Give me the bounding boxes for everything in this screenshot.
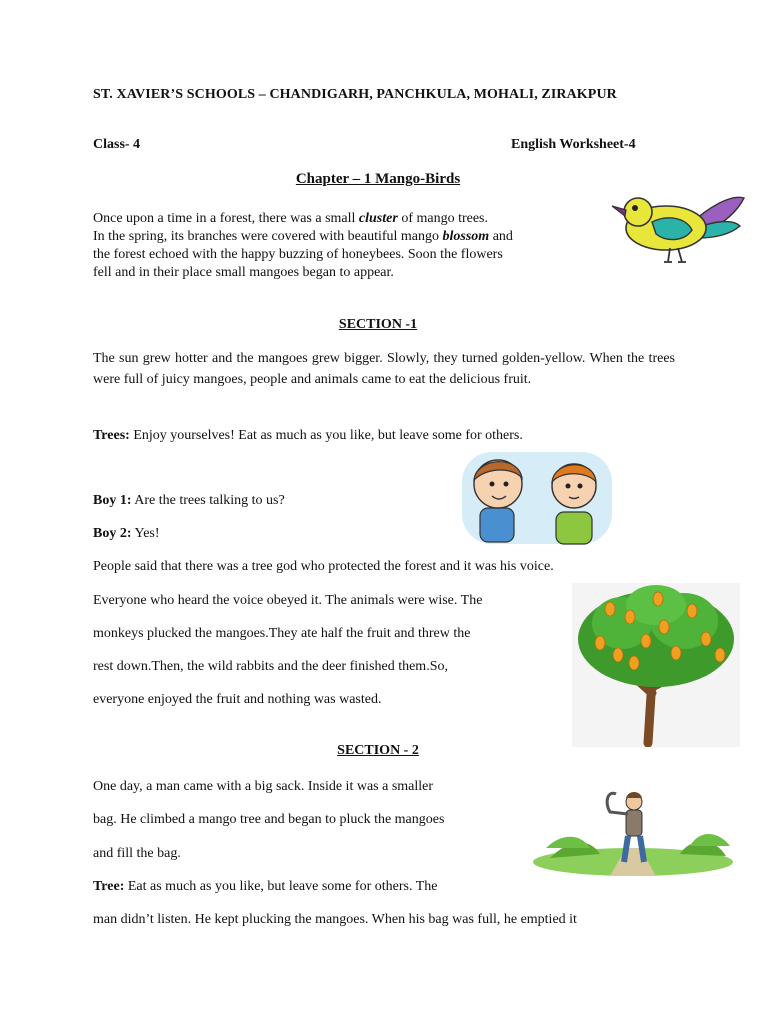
school-name: ST. XAVIER’S SCHOOLS – CHANDIGARH, PANCHKULA, MOHALI, ZIRAKPUR bbox=[93, 87, 617, 102]
intro-paragraph bbox=[93, 208, 613, 283]
boy2-dialogue: Boy 2: Yes! bbox=[93, 526, 160, 541]
section-1-line-3: monkeys plucked the mangoes.They ate half the fruit and threw the bbox=[93, 626, 471, 641]
section-1-heading: SECTION -1 bbox=[338, 317, 418, 332]
speaker-trees: Trees: bbox=[93, 428, 130, 443]
intro-line-2: In the spring, its branches were covered with beautiful mango blossom and bbox=[93, 229, 513, 244]
chapter-title: Chapter – 1 Mango-Birds bbox=[295, 171, 461, 187]
boys-icon bbox=[458, 446, 616, 550]
bird-illustration bbox=[608, 188, 748, 270]
mango-tree-icon bbox=[572, 583, 740, 747]
section-1-line-2: Everyone who heard the voice obeyed it. The animals were wise. The bbox=[93, 593, 483, 608]
mango-tree-illustration bbox=[572, 583, 740, 747]
speaker-boy2: Boy 2: bbox=[93, 526, 132, 541]
intro-line-1: Once upon a time in a forest, there was a small cluster of mango trees. bbox=[93, 211, 489, 226]
keyword-cluster: cluster bbox=[358, 211, 398, 226]
section-1-line-1: People said that there was a tree god who protected the forest and it was his voice. bbox=[93, 559, 554, 574]
boy1-dialogue: Boy 1: Are the trees talking to us? bbox=[93, 493, 285, 508]
keyword-blossom: blossom bbox=[442, 229, 490, 244]
man-with-sack-illustration bbox=[530, 788, 736, 876]
boys-illustration bbox=[458, 446, 616, 550]
intro-line-3: the forest echoed with the happy buzzing of honeybees. Soon the flowers bbox=[93, 247, 503, 262]
section-1-paragraph: The sun grew hotter and the mangoes grew bigger. Slowly, they turned golden-yellow. When the trees were full of juicy mangoes, people and animals came to eat the delicious fruit. bbox=[93, 351, 675, 387]
speaker-boy1: Boy 1: bbox=[93, 493, 132, 508]
section-2-heading: SECTION - 2 bbox=[337, 743, 419, 758]
intro-line-4: fell and in their place small mangoes began to appear. bbox=[93, 265, 394, 280]
section-2-last-line: man didn’t listen. He kept plucking the mangoes. When his bag was full, he emptied it bbox=[93, 912, 577, 927]
trees-dialogue: Trees: Enjoy yourselves! Eat as much as you like, but leave some for others. bbox=[93, 428, 523, 443]
speaker-tree: Tree: bbox=[93, 879, 125, 894]
section-2-line-3: and fill the bag. bbox=[93, 846, 181, 861]
bird-icon bbox=[608, 188, 748, 270]
section-2-line-1: One day, a man came with a big sack. Inside it was a smaller bbox=[93, 779, 434, 794]
section-1-line-5: everyone enjoyed the fruit and nothing was wasted. bbox=[93, 692, 382, 707]
section-2-line-2: bag. He climbed a mango tree and began to pluck the mangoes bbox=[93, 812, 445, 827]
worksheet-label: English Worksheet-4 bbox=[511, 137, 636, 152]
class-label: Class- 4 bbox=[93, 137, 141, 152]
tree-dialogue: Tree: Eat as much as you like, but leave some for others. The bbox=[93, 879, 438, 894]
section-1-line-4: rest down.Then, the wild rabbits and the deer finished them.So, bbox=[93, 659, 448, 674]
man-icon bbox=[530, 788, 736, 876]
